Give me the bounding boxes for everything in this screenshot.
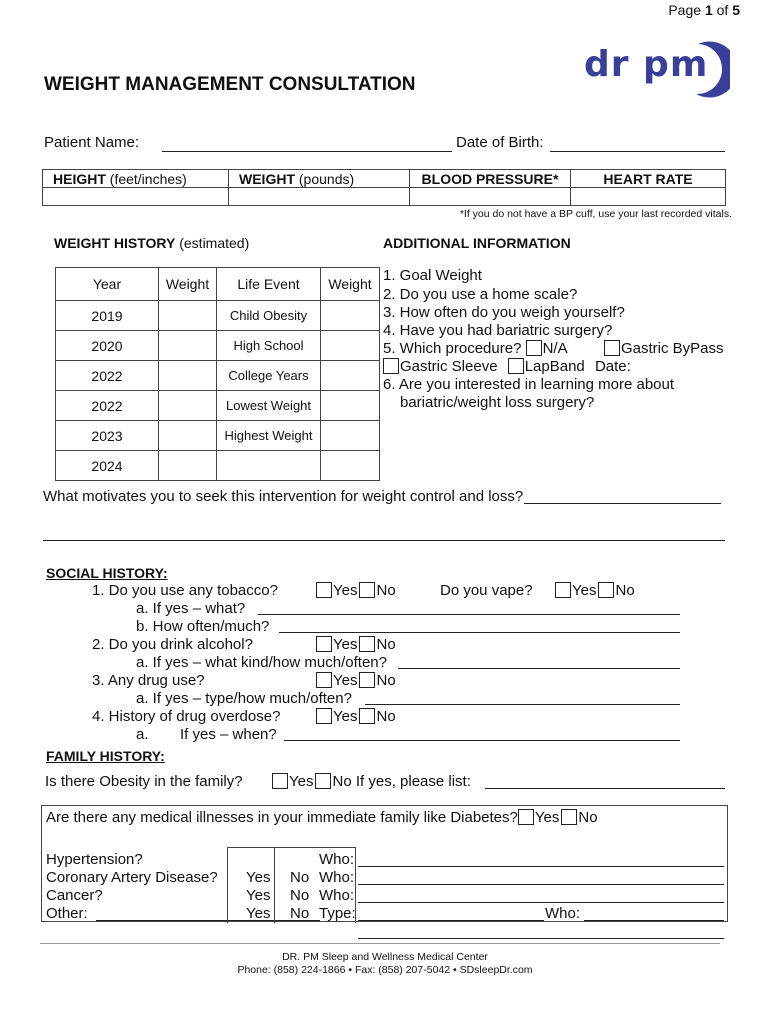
alcohol-kind-field[interactable] xyxy=(398,668,680,669)
row-year: 2023 xyxy=(56,421,159,451)
alcohol-kind-label: a. If yes – what kind/how much/often? xyxy=(136,654,387,671)
footer-org: DR. PM Sleep and Wellness Medical Center xyxy=(282,951,488,963)
vape-no-checkbox[interactable] xyxy=(598,582,614,598)
illness-details-cell xyxy=(42,829,728,922)
procedure-question: 5. Which procedure? N/A xyxy=(383,340,568,357)
cad-yes[interactable]: Yes xyxy=(246,887,271,904)
row-weight-2[interactable] xyxy=(321,421,380,451)
who-label: Who: xyxy=(319,851,355,868)
goal-weight-question: 1. Goal Weight xyxy=(383,267,482,284)
patient-name-label: Patient Name: xyxy=(44,134,140,151)
family-history-title: FAMILY HISTORY: xyxy=(46,748,165,764)
row-weight[interactable] xyxy=(159,391,217,421)
bp-cell[interactable] xyxy=(410,188,571,206)
weight-history-table xyxy=(55,267,380,481)
column-top-border xyxy=(227,847,355,848)
cancer-yes[interactable]: Yes xyxy=(246,905,271,922)
overdose-when-field[interactable] xyxy=(284,740,680,741)
alcohol-no-checkbox[interactable] xyxy=(359,636,375,652)
cancer-no[interactable]: No xyxy=(290,905,310,922)
drug-type-field[interactable] xyxy=(365,704,680,705)
weigh-frequency-question: 3. How often do you weigh yourself? xyxy=(383,304,625,321)
cancer-label: Cancer? xyxy=(46,887,103,904)
other-label: Other: xyxy=(46,905,88,922)
hypertension-who-label: Who: xyxy=(319,869,355,886)
col-year: Year xyxy=(56,268,159,301)
vitals-note: *If you do not have a BP cuff, use your last recorded vitals. xyxy=(459,208,732,220)
obesity-options: Yes No If yes, please list: xyxy=(272,773,471,790)
tobacco-what-field[interactable] xyxy=(258,614,680,615)
cad-who-label: Who: xyxy=(319,887,355,904)
motivation-field[interactable] xyxy=(524,503,721,504)
alcohol-question: 2. Do you drink alcohol? xyxy=(92,636,253,653)
tobacco-howmuch-label: b. How often/much? xyxy=(136,618,270,635)
na-checkbox[interactable] xyxy=(526,340,542,356)
overdose-yes-checkbox[interactable] xyxy=(316,708,332,724)
cancer-type-field[interactable] xyxy=(358,920,544,921)
col-weight-2: Weight xyxy=(321,268,380,301)
row-year: 2019 xyxy=(56,301,159,331)
obesity-question: Is there Obesity in the family? xyxy=(45,773,243,790)
row-event: Lowest Weight xyxy=(217,391,321,421)
row-year: 2024 xyxy=(56,451,159,481)
row-weight-2[interactable] xyxy=(321,331,380,361)
footer-divider xyxy=(40,943,720,944)
dob-field[interactable] xyxy=(550,151,725,152)
row-event xyxy=(217,451,321,481)
hr-header: HEART RATE xyxy=(571,170,726,188)
weight-cell[interactable] xyxy=(229,188,410,206)
overdose-when-label: If yes – when? xyxy=(180,726,277,743)
cad-no[interactable]: No xyxy=(290,887,310,904)
obesity-no-checkbox[interactable] xyxy=(315,773,331,789)
vape-question: Do you vape? xyxy=(440,582,533,599)
bypass-checkbox[interactable] xyxy=(604,340,620,356)
lapband-checkbox[interactable] xyxy=(508,358,524,374)
col-weight: Weight xyxy=(159,268,217,301)
vape-options: Yes No xyxy=(555,582,635,599)
drug-type-label: a. If yes – type/how much/often? xyxy=(136,690,352,707)
col-life-event: Life Event xyxy=(217,268,321,301)
family-illness-table xyxy=(41,805,728,922)
tobacco-options: Yes No xyxy=(316,582,396,599)
cancer-who-field[interactable] xyxy=(584,920,724,921)
tobacco-no-checkbox[interactable] xyxy=(359,582,375,598)
hypertension-yes[interactable]: Yes xyxy=(246,869,271,886)
drug-use-options: Yes No xyxy=(316,672,396,689)
illness-no-checkbox[interactable] xyxy=(561,809,577,825)
row-weight[interactable] xyxy=(159,331,217,361)
obesity-list-field[interactable] xyxy=(485,788,725,789)
row-event: Child Obesity xyxy=(217,301,321,331)
row-year: 2022 xyxy=(56,391,159,421)
patient-name-field[interactable] xyxy=(162,151,452,152)
row-event: College Years xyxy=(217,361,321,391)
additional-info-title: ADDITIONAL INFORMATION xyxy=(383,235,571,251)
home-scale-question: 2. Do you use a home scale? xyxy=(383,286,578,303)
sleeve-checkbox[interactable] xyxy=(383,358,399,374)
illness-yes-checkbox[interactable] xyxy=(518,809,534,825)
tobacco-yes-checkbox[interactable] xyxy=(316,582,332,598)
row-weight-2[interactable] xyxy=(321,361,380,391)
tobacco-question: 1. Do you use any tobacco? xyxy=(92,582,278,599)
sleeve-lapband-row: Gastric Sleeve LapBand Date: xyxy=(383,358,631,375)
motivation-field-2[interactable] xyxy=(43,540,725,541)
cancer-type-label: Type: xyxy=(319,905,356,922)
row-year: 2020 xyxy=(56,331,159,361)
tobacco-howmuch-field[interactable] xyxy=(279,632,680,633)
cancer-who-label: Who: xyxy=(545,905,581,922)
bp-header: BLOOD PRESSURE* xyxy=(410,170,571,188)
weight-header: WEIGHT (pounds) xyxy=(229,170,410,188)
footer-contact: Phone: (858) 224-1866 • Fax: (858) 207-5042 • SDsleepDr.com xyxy=(237,964,533,976)
row-event: High School xyxy=(217,331,321,361)
overdose-no-checkbox[interactable] xyxy=(359,708,375,724)
drug-use-no-checkbox[interactable] xyxy=(359,672,375,688)
page-indicator: Page 1 of 5 xyxy=(668,2,740,18)
hypertension-no[interactable]: No xyxy=(290,869,310,886)
row-weight-2[interactable] xyxy=(321,301,380,331)
hr-cell[interactable] xyxy=(571,188,726,206)
cad-label: Coronary Artery Disease? xyxy=(46,869,218,886)
illness-question-cell: Are there any medical illnesses in your immediate family like Diabetes? Yes No xyxy=(42,806,728,830)
hypertension-who-field[interactable] xyxy=(358,884,724,885)
cad-who-field[interactable] xyxy=(358,902,724,903)
height-header: HEIGHT (feet/inches) xyxy=(43,170,229,188)
overdose-options: Yes No xyxy=(316,708,396,725)
row-weight[interactable] xyxy=(159,361,217,391)
vitals-table xyxy=(42,169,726,206)
logo-text: dr pm xyxy=(584,44,709,85)
tobacco-what-label: a. If yes – what? xyxy=(136,600,246,617)
bypass-option: Gastric ByPass xyxy=(604,340,724,357)
other-detail-field[interactable] xyxy=(358,938,724,939)
row-weight[interactable] xyxy=(159,421,217,451)
vape-yes-checkbox[interactable] xyxy=(555,582,571,598)
who-field[interactable] xyxy=(358,866,724,867)
overdose-question: 4. History of drug overdose? xyxy=(92,708,281,725)
row-event: Highest Weight xyxy=(217,421,321,451)
motivation-question: What motivates you to seek this intervention for weight control and loss? xyxy=(43,488,524,505)
row-weight[interactable] xyxy=(159,451,217,481)
drug-use-question: 3. Any drug use? xyxy=(92,672,205,689)
hypertension-label: Hypertension? xyxy=(46,851,143,868)
weight-history-title: WEIGHT HISTORY (estimated) xyxy=(54,235,250,251)
row-year: 2022 xyxy=(56,361,159,391)
row-weight[interactable] xyxy=(159,301,217,331)
page-title: WEIGHT MANAGEMENT CONSULTATION xyxy=(44,74,416,95)
alcohol-options: Yes No xyxy=(316,636,396,653)
dob-label: Date of Birth: xyxy=(456,134,544,151)
row-weight-2[interactable] xyxy=(321,451,380,481)
height-cell[interactable] xyxy=(43,188,229,206)
overdose-when-letter: a. xyxy=(136,726,149,743)
interest-question-2: bariatric/weight loss surgery? xyxy=(400,394,595,411)
obesity-yes-checkbox[interactable] xyxy=(272,773,288,789)
bariatric-surgery-question: 4. Have you had bariatric surgery? xyxy=(383,322,613,339)
drug-use-yes-checkbox[interactable] xyxy=(316,672,332,688)
alcohol-yes-checkbox[interactable] xyxy=(316,636,332,652)
drpm-logo xyxy=(580,38,730,100)
social-history-title: SOCIAL HISTORY: xyxy=(46,565,168,581)
row-weight-2[interactable] xyxy=(321,391,380,421)
interest-question: 6. Are you interested in learning more about xyxy=(383,376,675,393)
